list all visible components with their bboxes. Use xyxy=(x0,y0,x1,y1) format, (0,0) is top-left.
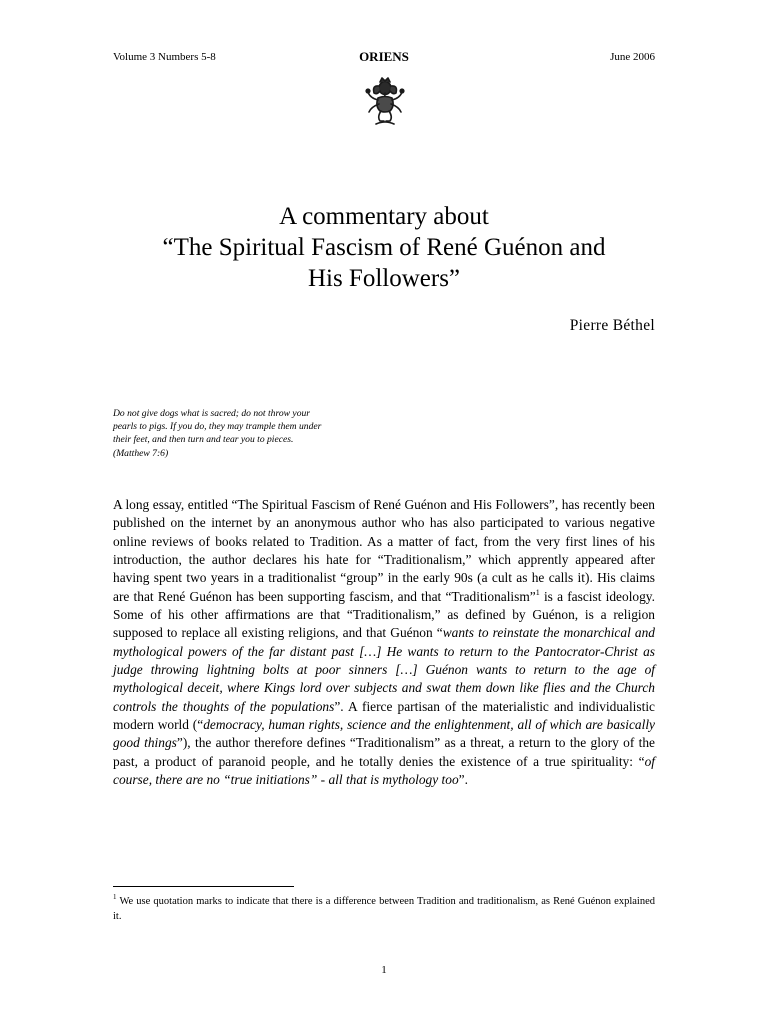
title-line: A commentary about xyxy=(279,203,489,230)
journal-name: ORIENS xyxy=(359,49,409,64)
footnote-divider xyxy=(113,886,294,887)
epigraph-line: Do not give dogs what is sacred; do not throw your xyxy=(113,408,311,419)
ganesha-emblem-icon xyxy=(362,76,408,126)
body-text-segment: is a fascist ideology. Some of his other affirmations are that “Traditionalism,” as defined by Guénon, is a religion supposed to replace all existing religions, and that Guénon “ xyxy=(113,588,655,641)
epigraph-citation: (Matthew 7:6) xyxy=(113,447,169,459)
footnote-reference[interactable]: 1 xyxy=(535,587,540,597)
issue-date: June 2006 xyxy=(610,51,655,63)
epigraph xyxy=(113,407,363,460)
page-number: 1 xyxy=(381,964,387,976)
title-line: “The Spiritual Fascism of René Guénon and xyxy=(162,234,606,261)
body-text-segment: ”. A fierce partisan of the materialistic and individualistic modern world (“ xyxy=(113,698,655,732)
epigraph-line: their feet, and then turn and tear you to pieces. xyxy=(113,434,294,446)
quoted-passage: democracy, human rights, science and the enlightenment, all of which are basically good things xyxy=(113,716,655,751)
footnote-text: We use quotation marks to indicate that there is a difference between Tradition and traditionalism, as René Guénon explained it. xyxy=(113,896,655,922)
footnote xyxy=(113,895,655,924)
footnote-marker: 1 xyxy=(113,893,117,901)
title-line: His Followers” xyxy=(307,265,461,292)
body-text-segment: ”), the author therefore defines “Traditionalism” as a threat, a return to the glory of the past, a product of paranoid people, and he totally denies the existence of a true spirituality: “ xyxy=(113,735,655,769)
body-paragraph xyxy=(113,496,655,789)
running-header xyxy=(113,49,655,65)
quoted-passage: wants to reinstate the monarchical and mythological powers of the far distant past […] He wants to return to the Pantocrator-Christ as judge throwing lightning bolts at poor sinners […] Guénon wants to return to the age of mythological deceit, where Kings lord over subjects and swat them down like flies and the Church controls the thoughts of the populations xyxy=(113,625,656,714)
author-name: Pierre Béthel xyxy=(569,317,655,334)
body-text-segment: ”. xyxy=(458,771,468,787)
article-title xyxy=(90,201,678,294)
quoted-passage: of course, there are no “true initiations” - all that is mythology too xyxy=(113,753,655,787)
body-text-segment: A long essay, entitled “The Spiritual Fascism of René Guénon and His Followers”, has recently been published on the internet by an anonymous author who has also participated to various negative online reviews of books related to Tradition. As a matter of fact, from the very first lines of his introduction, the author declares his hate for “Traditionalism,” which apprently appeared after having spent two years in a traditionalist “group” in the early 90s (a cult as he calls it). His claims are that René Guénon has been supporting fascism, and that “Traditionalism” xyxy=(113,497,655,604)
volume-label: Volume 3 Numbers 5-8 xyxy=(113,51,216,63)
epigraph-line: pearls to pigs. If you do, they may trample them under xyxy=(113,421,322,433)
